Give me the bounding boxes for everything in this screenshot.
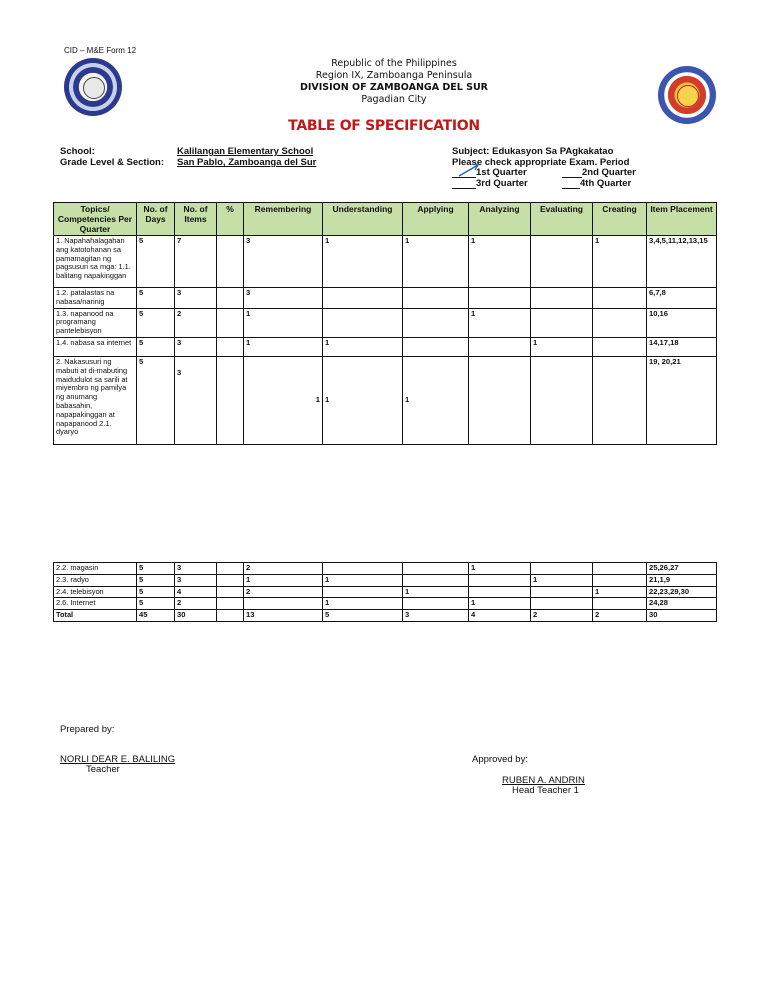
days-cell: 5 (137, 308, 175, 337)
creating-cell (593, 337, 647, 356)
creating-cell: 1 (593, 236, 647, 288)
percent-cell (217, 356, 244, 444)
percent-cell (217, 236, 244, 288)
placement-cell: 21,1,9 (647, 574, 717, 586)
items-cell: 4 (175, 586, 217, 598)
items-cell: 7 (175, 236, 217, 288)
form-code: CID – M&E Form 12 (64, 46, 137, 55)
remembering-cell: 1 (244, 337, 323, 356)
preparer-title: Teacher (86, 764, 120, 775)
placement-cell: 19, 20,21 (647, 356, 717, 444)
evaluating-cell: 1 (531, 337, 593, 356)
days-cell: 5 (137, 598, 175, 610)
applying-cell (403, 288, 469, 309)
specification-table-bottom (53, 562, 717, 622)
creating-cell: 2 (593, 610, 647, 622)
table-row (54, 598, 717, 610)
days-cell: 5 (137, 586, 175, 598)
table-row (54, 586, 717, 598)
evaluating-cell (531, 586, 593, 598)
remembering-cell: 13 (244, 610, 323, 622)
school-label: School: (60, 146, 95, 157)
creating-cell (593, 598, 647, 610)
days-cell: 5 (137, 288, 175, 309)
topic-cell: 2.2. magasin (54, 563, 137, 575)
remembering-cell (244, 598, 323, 610)
topic-cell: 2.6. Internet (54, 598, 137, 610)
understanding-cell (323, 308, 403, 337)
topic-cell: Total (54, 610, 137, 622)
letterhead (0, 58, 768, 106)
understanding-cell: 5 (323, 610, 403, 622)
applying-cell: 1 (403, 356, 469, 444)
items-cell: 3 (175, 574, 217, 586)
evaluating-cell (531, 236, 593, 288)
creating-cell (593, 308, 647, 337)
prepared-by-label: Prepared by: (60, 724, 115, 735)
remembering-cell: 1 (244, 356, 323, 444)
applying-cell (403, 308, 469, 337)
placement-cell: 10,16 (647, 308, 717, 337)
remembering-cell: 3 (244, 236, 323, 288)
first-quarter-option: 1st Quarter (452, 167, 527, 178)
days-cell: 5 (137, 574, 175, 586)
analyzing-cell (469, 337, 531, 356)
percent-cell (217, 308, 244, 337)
document-title: TABLE OF SPECIFICATION (288, 118, 480, 134)
analyzing-cell (469, 288, 531, 309)
applying-cell: 3 (403, 610, 469, 622)
table-row (54, 337, 717, 356)
table-row (54, 308, 717, 337)
understanding-cell (323, 563, 403, 575)
remembering-cell: 1 (244, 308, 323, 337)
percent-cell (217, 337, 244, 356)
items-cell: 2 (175, 598, 217, 610)
percent-cell (217, 610, 244, 622)
days-cell: 45 (137, 610, 175, 622)
days-cell: 5 (137, 563, 175, 575)
division-line: DIVISION OF ZAMBOANGA DEL SUR (299, 82, 488, 93)
understanding-cell: 1 (323, 574, 403, 586)
table-row (54, 288, 717, 309)
understanding-cell (323, 288, 403, 309)
items-cell: 30 (175, 610, 217, 622)
remembering-cell: 2 (244, 586, 323, 598)
topic-cell: 1. Napahahalagahan ang katotohanan sa pamamagitan ng pagsusuri sa mga: 1.1. balitang napakinggan (54, 236, 137, 288)
specification-table-top (53, 202, 717, 445)
creating-cell (593, 288, 647, 309)
evaluating-cell (531, 288, 593, 309)
applying-cell (403, 598, 469, 610)
topic-cell: 1.2. patalastas na nabasa/narinig (54, 288, 137, 309)
table-row (54, 356, 717, 444)
items-cell: 2 (175, 308, 217, 337)
creating-cell: 1 (593, 586, 647, 598)
evaluating-cell (531, 563, 593, 575)
header-topics: Topics/ Competencies Per Quarter (54, 203, 137, 236)
preparer-name: NORLI DEAR E. BALILING (60, 754, 176, 765)
understanding-cell (323, 586, 403, 598)
header-items: No. of Items (175, 203, 217, 236)
fourth-quarter-option: 4th Quarter (562, 178, 631, 189)
placement-cell: 6,7,8 (647, 288, 717, 309)
grade-value: San Pablo, Zamboanga del Sur (177, 157, 317, 168)
applying-cell (403, 337, 469, 356)
header-analyzing: Analyzing (469, 203, 531, 236)
header-placement: Item Placement (647, 203, 717, 236)
applying-cell: 1 (403, 236, 469, 288)
table-row (54, 236, 717, 288)
topic-cell: 1.4. nabasa sa internet (54, 337, 137, 356)
days-cell: 5 (137, 356, 175, 444)
percent-cell (217, 288, 244, 309)
table-row (54, 563, 717, 575)
percent-cell (217, 574, 244, 586)
percent-cell (217, 598, 244, 610)
analyzing-cell: 1 (469, 563, 531, 575)
approver-name: RUBEN A. ANDRIN (502, 775, 585, 786)
days-cell: 5 (137, 236, 175, 288)
header-remembering: Remembering (244, 203, 323, 236)
applying-cell: 1 (403, 586, 469, 598)
percent-cell (217, 563, 244, 575)
analyzing-cell (469, 586, 531, 598)
understanding-cell: 1 (323, 337, 403, 356)
evaluating-cell: 1 (531, 574, 593, 586)
exam-period-label: Please check appropriate Exam. Period (452, 157, 630, 168)
table-total-row (54, 610, 717, 622)
school-value: Kalilangan Elementary School (177, 146, 314, 157)
evaluating-cell (531, 308, 593, 337)
applying-cell (403, 574, 469, 586)
approver-title: Head Teacher 1 (512, 785, 579, 796)
topic-cell: 2.4. telebisyon (54, 586, 137, 598)
table-header-row (54, 203, 717, 236)
approved-by-label: Approved by: (472, 754, 528, 765)
evaluating-cell (531, 598, 593, 610)
topic-cell: 1.3. napanood na programang pantelebisyon (54, 308, 137, 337)
evaluating-cell: 2 (531, 610, 593, 622)
analyzing-cell: 1 (469, 236, 531, 288)
creating-cell (593, 574, 647, 586)
creating-cell (593, 563, 647, 575)
placement-cell: 22,23,29,30 (647, 586, 717, 598)
grade-label: Grade Level & Section: (60, 157, 165, 168)
analyzing-cell (469, 574, 531, 586)
understanding-cell: 1 (323, 236, 403, 288)
check-mark-icon (458, 163, 480, 177)
placement-cell: 3,4,5,11,12,13,15 (647, 236, 717, 288)
remembering-cell: 1 (244, 574, 323, 586)
city-line: Pagadian City (361, 94, 427, 105)
header-evaluating: Evaluating (531, 203, 593, 236)
creating-cell (593, 356, 647, 444)
placement-cell: 30 (647, 610, 717, 622)
analyzing-cell: 4 (469, 610, 531, 622)
evaluating-cell (531, 356, 593, 444)
percent-cell (217, 586, 244, 598)
days-cell: 5 (137, 337, 175, 356)
placement-cell: 25,26,27 (647, 563, 717, 575)
understanding-cell: 1 (323, 598, 403, 610)
header-creating: Creating (593, 203, 647, 236)
subject-line: Subject: Edukasyon Sa PAgkakatao (452, 146, 614, 157)
applying-cell (403, 563, 469, 575)
placement-cell: 14,17,18 (647, 337, 717, 356)
region-line: Region IX, Zamboanga Peninsula (315, 70, 473, 81)
table-row (54, 574, 717, 586)
analyzing-cell (469, 356, 531, 444)
topic-cell: 2.3. radyo (54, 574, 137, 586)
header-understanding: Understanding (323, 203, 403, 236)
understanding-cell: 1 (323, 356, 403, 444)
header-days: No. of Days (137, 203, 175, 236)
second-quarter-option: 2nd Quarter (562, 167, 636, 178)
placement-cell: 24,28 (647, 598, 717, 610)
items-cell: 3 (175, 356, 217, 444)
items-cell: 3 (175, 288, 217, 309)
remembering-cell: 3 (244, 288, 323, 309)
analyzing-cell: 1 (469, 598, 531, 610)
header-applying: Applying (403, 203, 469, 236)
remembering-cell: 2 (244, 563, 323, 575)
republic-line: Republic of the Philippines (331, 58, 457, 69)
analyzing-cell: 1 (469, 308, 531, 337)
header-percent: % (217, 203, 244, 236)
items-cell: 3 (175, 337, 217, 356)
items-cell: 3 (175, 563, 217, 575)
third-quarter-option: 3rd Quarter (452, 178, 528, 189)
topic-cell: 2. Nakasusuri ng mabuti at di-mabuting maidudulot sa sarili at miyembro ng pamilya ng anumang babasahin, napapakinggan at napapanood 2.1. dyaryo (54, 356, 137, 444)
